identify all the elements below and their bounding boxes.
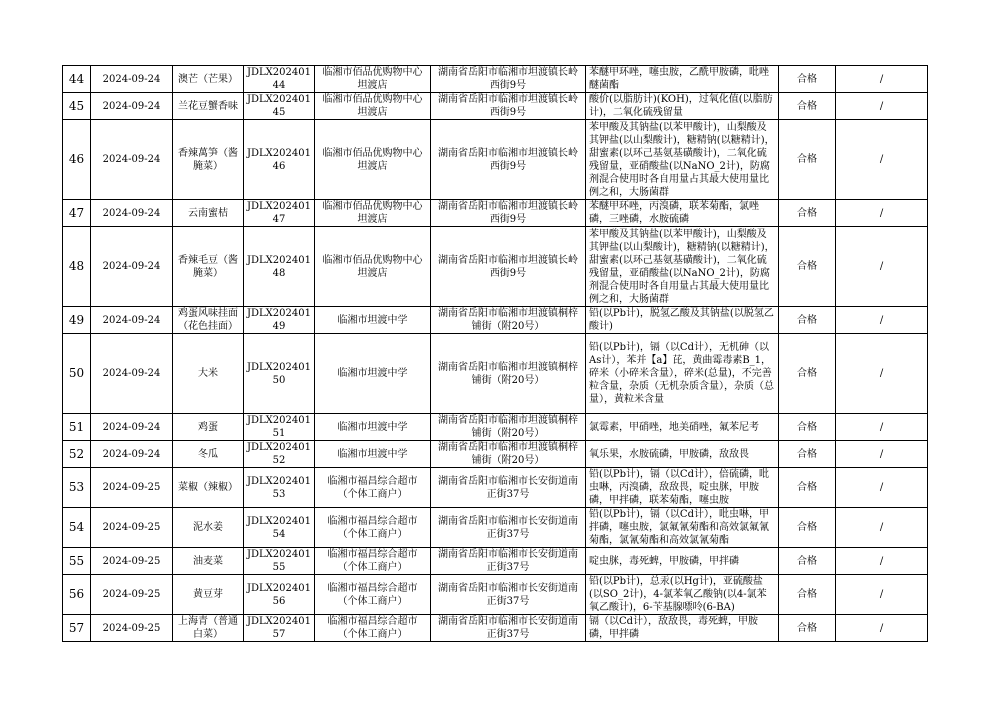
test-result-cell: 合格 — [779, 548, 836, 575]
test-items-cell: 氯霉素，甲硝唑，地美硝唑，氟苯尼考 — [586, 414, 779, 441]
remark-cell: / — [836, 93, 928, 120]
test-items-cell: 酸价(以脂肪计)(KOH)，过氧化值(以脂肪计)，二氧化硫残留量 — [586, 93, 779, 120]
remark-cell: / — [836, 227, 928, 307]
sample-code-cell: JDLX20240147 — [244, 200, 315, 227]
sample-code-cell: JDLX20240145 — [244, 93, 315, 120]
test-result-cell: 合格 — [779, 575, 836, 615]
test-items-cell: 镉（以Cd计），敌敌畏，毒死蜱，甲胺磷，甲拌磷 — [586, 615, 779, 642]
row-number-cell: 51 — [63, 414, 91, 441]
sampled-unit-cell: 临湘市坦渡中学 — [315, 307, 431, 334]
test-items-cell: 苯醚甲环唑，噻虫胺，乙酰甲胺磷，吡唑醚菌酯 — [586, 66, 779, 93]
sampling-date-cell: 2024-09-24 — [91, 227, 173, 307]
unit-address-cell: 湖南省岳阳市临湘市坦渡镇长岭西街9号 — [431, 227, 586, 307]
test-result-cell: 合格 — [779, 66, 836, 93]
sample-name-cell: 油麦菜 — [173, 548, 244, 575]
row-number-cell: 48 — [63, 227, 91, 307]
unit-address-cell: 湖南省岳阳市临湘市坦渡镇桐梓铺街（附20号） — [431, 441, 586, 468]
remark-cell: / — [836, 575, 928, 615]
table-row — [63, 615, 928, 642]
sample-name-cell: 泥水姜 — [173, 508, 244, 548]
remark-cell: / — [836, 441, 928, 468]
table-row — [63, 575, 928, 615]
sample-code-cell: JDLX20240152 — [244, 441, 315, 468]
table-row — [63, 441, 928, 468]
test-items-cell: 铅(以Pb计)，镉（以Cd计），吡虫啉，甲拌磷，噻虫胺，氯氟氰菊酯和高效氯氟氰菊酯，氯氰菊酯和高效氯氰菊酯 — [586, 508, 779, 548]
table-row — [63, 334, 928, 414]
sample-name-cell: 黄豆芽 — [173, 575, 244, 615]
remark-cell: / — [836, 66, 928, 93]
sampling-date-cell: 2024-09-24 — [91, 93, 173, 120]
row-number-cell: 46 — [63, 120, 91, 200]
sample-name-cell: 香辣萬笋（酱腌菜） — [173, 120, 244, 200]
row-number-cell: 49 — [63, 307, 91, 334]
sampled-unit-cell: 临湘市福昌综合超市（个体工商户） — [315, 615, 431, 642]
sample-code-cell: JDLX20240156 — [244, 575, 315, 615]
sample-name-cell: 鸡蛋风味挂面（花色挂面） — [173, 307, 244, 334]
test-items-cell: 铅(以Pb计)，镉（以Cd计），无机砷（以As计），苯并【a】芘，黄曲霉毒素B_1，碎米（小碎米含量），碎米(总量)，不完善粒含量，杂质（无机杂质含量），杂质（总量），黄粒米含量 — [586, 334, 779, 414]
row-number-cell: 56 — [63, 575, 91, 615]
sampled-unit-cell: 临湘市坦渡中学 — [315, 441, 431, 468]
sample-name-cell: 澳芒（芒果） — [173, 66, 244, 93]
table-row — [63, 200, 928, 227]
test-result-cell: 合格 — [779, 508, 836, 548]
unit-address-cell: 湖南省岳阳市临湘市坦渡镇长岭西街9号 — [431, 120, 586, 200]
sample-code-cell: JDLX20240150 — [244, 334, 315, 414]
row-number-cell: 52 — [63, 441, 91, 468]
row-number-cell: 45 — [63, 93, 91, 120]
unit-address-cell: 湖南省岳阳市临湘市坦渡镇长岭西街9号 — [431, 200, 586, 227]
remark-cell: / — [836, 508, 928, 548]
sampling-date-cell: 2024-09-24 — [91, 334, 173, 414]
sampled-unit-cell: 临湘市佰品优购物中心坦渡店 — [315, 227, 431, 307]
unit-address-cell: 湖南省岳阳市临湘市长安街道南正街37号 — [431, 508, 586, 548]
remark-cell: / — [836, 200, 928, 227]
sampling-date-cell: 2024-09-24 — [91, 307, 173, 334]
sampling-date-cell: 2024-09-25 — [91, 548, 173, 575]
test-result-cell: 合格 — [779, 227, 836, 307]
sample-code-cell: JDLX20240157 — [244, 615, 315, 642]
test-items-cell: 苯甲酸及其钠盐(以苯甲酸计)，山梨酸及其钾盐(以山梨酸计)，糖精钠(以糖精计)，甜蜜素(以环己基氨基磺酸计)，二氧化硫残留量，亚硝酸盐(以NaNO_2计)，防腐剂混合使用时各自用量占其最大使用量比例之和，大肠菌群 — [586, 120, 779, 200]
table-row — [63, 120, 928, 200]
sampling-date-cell: 2024-09-25 — [91, 615, 173, 642]
unit-address-cell: 湖南省岳阳市临湘市长安街道南正街37号 — [431, 468, 586, 508]
table-row — [63, 93, 928, 120]
sampling-date-cell: 2024-09-24 — [91, 120, 173, 200]
table-row — [63, 548, 928, 575]
sample-name-cell: 兰花豆蟹香味 — [173, 93, 244, 120]
test-items-cell: 氧乐果，水胺硫磷，甲胺磷，敌敌畏 — [586, 441, 779, 468]
row-number-cell: 54 — [63, 508, 91, 548]
remark-cell: / — [836, 615, 928, 642]
row-number-cell: 55 — [63, 548, 91, 575]
row-number-cell: 44 — [63, 66, 91, 93]
sample-name-cell: 大米 — [173, 334, 244, 414]
remark-cell: / — [836, 468, 928, 508]
remark-cell: / — [836, 414, 928, 441]
sample-code-cell: JDLX20240155 — [244, 548, 315, 575]
sampled-unit-cell: 临湘市福昌综合超市（个体工商户） — [315, 548, 431, 575]
table-row — [63, 307, 928, 334]
sample-code-cell: JDLX20240151 — [244, 414, 315, 441]
inspection-results-table — [62, 65, 928, 642]
table-body — [63, 66, 928, 642]
sample-name-cell: 上海青（普通白菜） — [173, 615, 244, 642]
table-row — [63, 468, 928, 508]
sampled-unit-cell: 临湘市佰品优购物中心坦渡店 — [315, 120, 431, 200]
test-result-cell: 合格 — [779, 468, 836, 508]
unit-address-cell: 湖南省岳阳市临湘市坦渡镇桐梓铺街（附20号） — [431, 414, 586, 441]
test-items-cell: 铅(以Pb计)，总汞(以Hg计)，亚硫酸盐(以SO_2计)，4-氯苯氧乙酸钠(以4-氯苯氧乙酸计)，6-苄基腺嘌呤(6-BA) — [586, 575, 779, 615]
sampling-date-cell: 2024-09-25 — [91, 508, 173, 548]
sampling-date-cell: 2024-09-24 — [91, 200, 173, 227]
sampled-unit-cell: 临湘市福昌综合超市（个体工商户） — [315, 508, 431, 548]
test-result-cell: 合格 — [779, 441, 836, 468]
sampled-unit-cell: 临湘市佰品优购物中心坦渡店 — [315, 200, 431, 227]
sampled-unit-cell: 临湘市佰品优购物中心坦渡店 — [315, 93, 431, 120]
unit-address-cell: 湖南省岳阳市临湘市坦渡镇长岭西街9号 — [431, 93, 586, 120]
table-row — [63, 414, 928, 441]
sample-code-cell: JDLX20240153 — [244, 468, 315, 508]
row-number-cell: 50 — [63, 334, 91, 414]
table-row — [63, 227, 928, 307]
test-items-cell: 苯醚甲环唑，丙溴磷，联苯菊酯，氯唑磷，三唑磷，水胺硫磷 — [586, 200, 779, 227]
unit-address-cell: 湖南省岳阳市临湘市坦渡镇桐梓铺街（附20号） — [431, 307, 586, 334]
sampled-unit-cell: 临湘市福昌综合超市（个体工商户） — [315, 575, 431, 615]
sample-name-cell: 鸡蛋 — [173, 414, 244, 441]
sample-code-cell: JDLX20240144 — [244, 66, 315, 93]
sampling-date-cell: 2024-09-25 — [91, 575, 173, 615]
sampling-date-cell: 2024-09-24 — [91, 414, 173, 441]
test-result-cell: 合格 — [779, 615, 836, 642]
row-number-cell: 47 — [63, 200, 91, 227]
test-items-cell: 啶虫脒，毒死蜱，甲胺磷，甲拌磷 — [586, 548, 779, 575]
sample-name-cell: 云南蜜桔 — [173, 200, 244, 227]
unit-address-cell: 湖南省岳阳市临湘市长安街道南正街37号 — [431, 575, 586, 615]
unit-address-cell: 湖南省岳阳市临湘市长安街道南正街37号 — [431, 548, 586, 575]
sample-name-cell: 冬瓜 — [173, 441, 244, 468]
sample-code-cell: JDLX20240146 — [244, 120, 315, 200]
test-result-cell: 合格 — [779, 307, 836, 334]
remark-cell: / — [836, 334, 928, 414]
sample-name-cell: 香辣毛豆（酱腌菜） — [173, 227, 244, 307]
test-items-cell: 铅(以Pb计)，镉（以Cd计），倍硫磷，吡虫啉，丙溴磷，敌敌畏，啶虫脒，甲胺磷，甲拌磷，联苯菊酯，噻虫胺 — [586, 468, 779, 508]
sampled-unit-cell: 临湘市福昌综合超市（个体工商户） — [315, 468, 431, 508]
row-number-cell: 57 — [63, 615, 91, 642]
test-items-cell: 苯甲酸及其钠盐(以苯甲酸计)，山梨酸及其钾盐(以山梨酸计)，糖精钠(以糖精计)，甜蜜素(以环己基氨基磺酸计)，二氧化硫残留量，亚硝酸盐(以NaNO_2计)，防腐剂混合使用时各自用量占其最大使用量比例之和，大肠菌群 — [586, 227, 779, 307]
sampled-unit-cell: 临湘市坦渡中学 — [315, 414, 431, 441]
sample-code-cell: JDLX20240148 — [244, 227, 315, 307]
unit-address-cell: 湖南省岳阳市临湘市坦渡镇桐梓铺街（附20号） — [431, 334, 586, 414]
table-row — [63, 66, 928, 93]
unit-address-cell: 湖南省岳阳市临湘市长安街道南正街37号 — [431, 615, 586, 642]
unit-address-cell: 湖南省岳阳市临湘市坦渡镇长岭西街9号 — [431, 66, 586, 93]
test-result-cell: 合格 — [779, 93, 836, 120]
remark-cell: / — [836, 307, 928, 334]
sampling-date-cell: 2024-09-24 — [91, 441, 173, 468]
test-result-cell: 合格 — [779, 414, 836, 441]
sampled-unit-cell: 临湘市佰品优购物中心坦渡店 — [315, 66, 431, 93]
test-result-cell: 合格 — [779, 120, 836, 200]
sample-name-cell: 菜椒（辣椒） — [173, 468, 244, 508]
sampled-unit-cell: 临湘市坦渡中学 — [315, 334, 431, 414]
sample-code-cell: JDLX20240149 — [244, 307, 315, 334]
remark-cell: / — [836, 120, 928, 200]
sample-code-cell: JDLX20240154 — [244, 508, 315, 548]
remark-cell: / — [836, 548, 928, 575]
test-items-cell: 铅(以Pb计)，脱氢乙酸及其钠盐(以脱氢乙酸计) — [586, 307, 779, 334]
test-result-cell: 合格 — [779, 200, 836, 227]
sampling-date-cell: 2024-09-24 — [91, 66, 173, 93]
table-row — [63, 508, 928, 548]
row-number-cell: 53 — [63, 468, 91, 508]
sampling-date-cell: 2024-09-25 — [91, 468, 173, 508]
test-result-cell: 合格 — [779, 334, 836, 414]
